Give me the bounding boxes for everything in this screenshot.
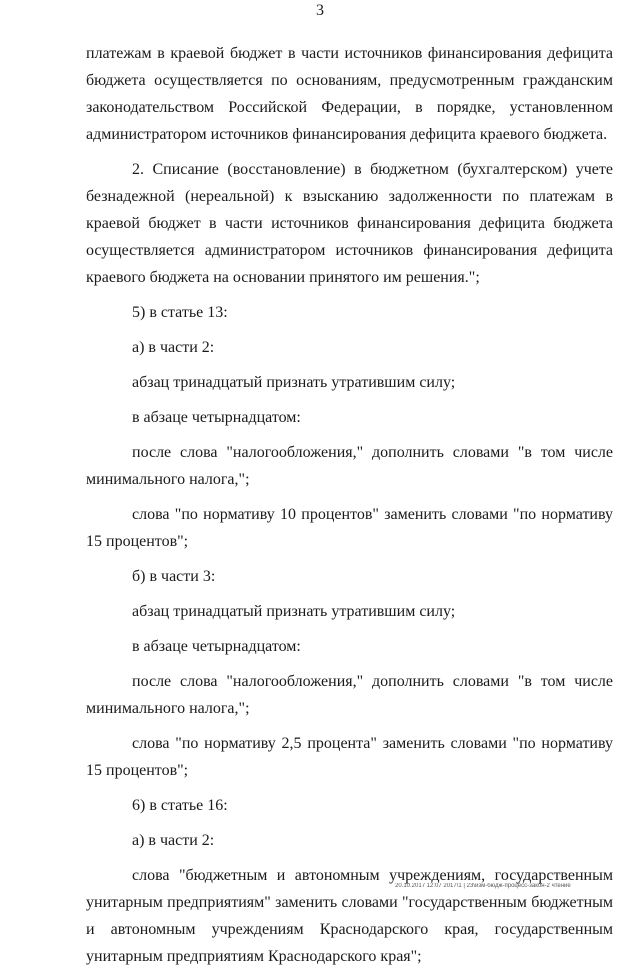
paragraph: 5) в статье 13:	[132, 304, 228, 321]
paragraph: слова "по нормативу 10 процентов" заменить словами "по нормативу 15 процентов";	[86, 506, 613, 550]
footer-stamp: 20.10.2017 12:07 2017\1 | 23\изм-бюдж-процесс-закон-2 чтение	[395, 883, 571, 889]
paragraph: в абзаце четырнадцатом:	[132, 409, 301, 426]
page-number: 3	[316, 2, 324, 19]
paragraph: платежам в краевой бюджет в части источников финансирования дефицита бюджета осуществляется по основаниям, предусмотренным гражданским законодательством Российской Федерации, в порядке, установленном администратором источников финансирования дефицита краевого бюджета.	[86, 45, 613, 143]
paragraph: в абзаце четырнадцатом:	[132, 638, 301, 655]
paragraph: б) в части 3:	[132, 568, 216, 585]
paragraph: абзац тринадцатый признать утратившим силу;	[132, 374, 456, 391]
paragraph: а) в части 2:	[132, 339, 215, 356]
paragraph: абзац тринадцатый признать утратившим силу;	[132, 603, 456, 620]
document-body	[86, 40, 613, 970]
paragraph: 2. Списание (восстановление) в бюджетном (бухгалтерском) учете безнадежной (нереальной) к взысканию задолженности по платежам в краевой бюджет в части источников финансирования дефицита бюджета осуществляется администратором источников финансирования дефицита краевого бюджета на основании принятого им решения.";	[86, 161, 613, 286]
paragraph: а) в части 2:	[132, 832, 215, 849]
paragraph: слова "по нормативу 2,5 процента" заменить словами "по нормативу 15 процентов";	[86, 735, 613, 779]
paragraph: после слова "налогообложения," дополнить словами "в том числе минимального налога,";	[86, 444, 613, 488]
paragraph: слова "бюджетным и автономным учреждениям, государственным унитарным предприятиям" заменить словами "государственным бюджетным и автономным учреждениям Краснодарского края, государственным унитарным предприятиям Краснодарского края";	[86, 867, 613, 965]
paragraph: 6) в статье 16:	[132, 797, 228, 814]
paragraph: после слова "налогообложения," дополнить словами "в том числе минимального налога,";	[86, 673, 613, 717]
